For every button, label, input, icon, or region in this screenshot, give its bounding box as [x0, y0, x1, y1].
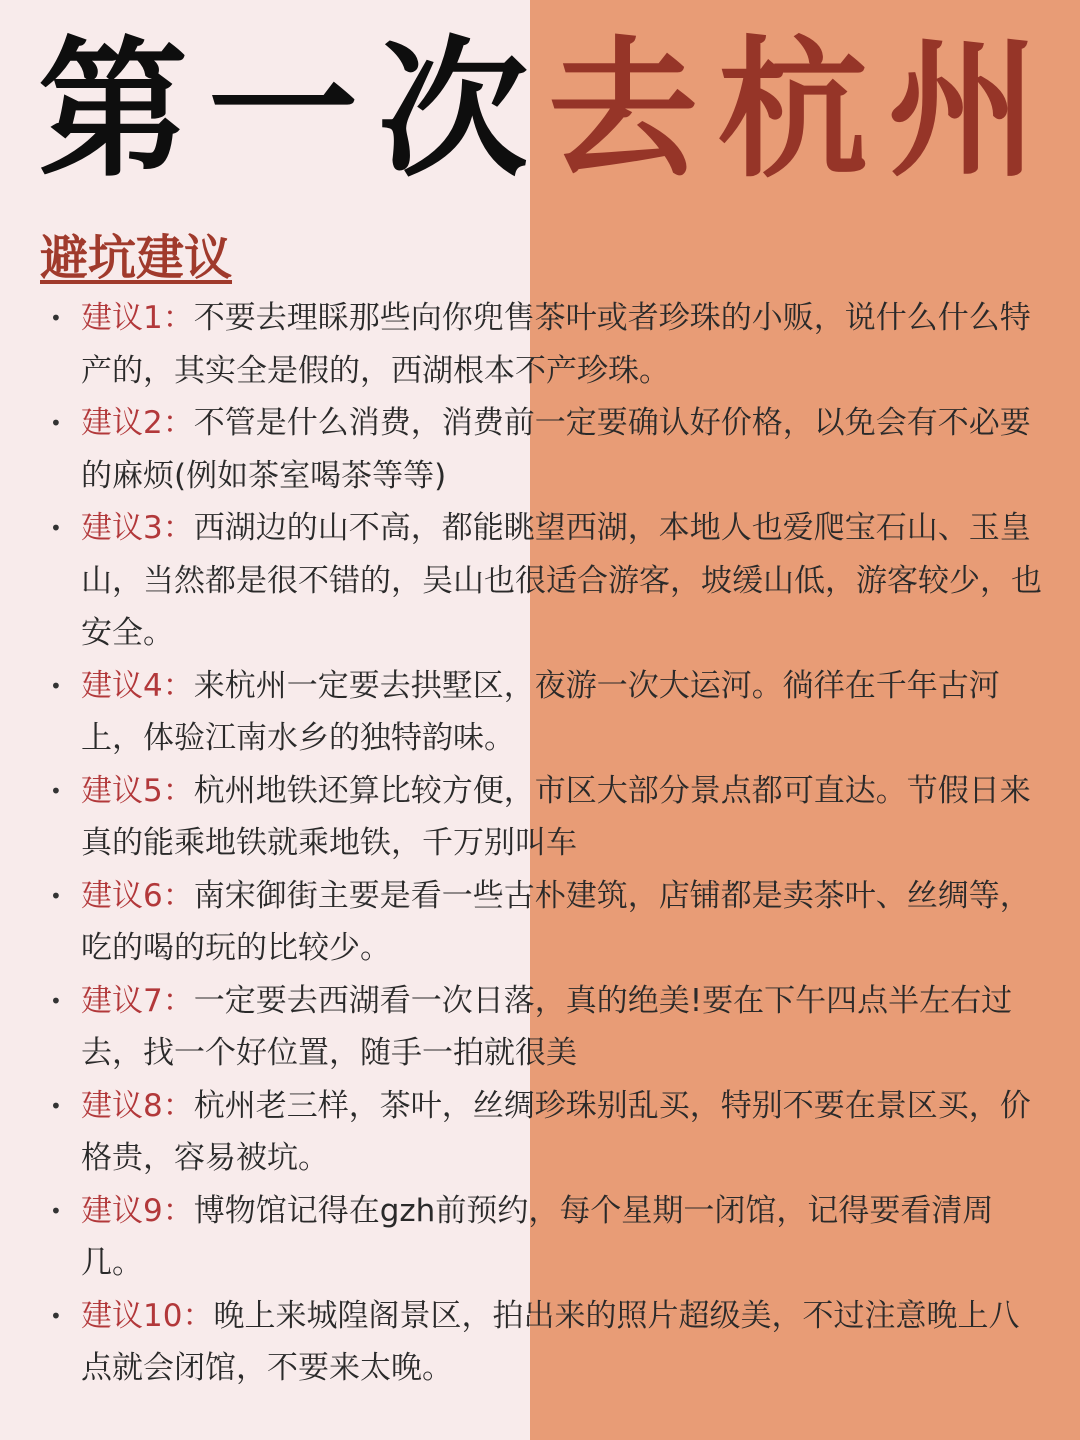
tip-label: 建议5： [81, 772, 194, 809]
tip-text: 来杭州一定要去拱墅区，夜游一次大运河。徜徉在千年古河上，体验江南水乡的独特韵味。 [81, 667, 1000, 756]
tip-text: 博物馆记得在gzh前预约，每个星期一闭馆，记得要看清周几。 [81, 1192, 994, 1281]
tip-label: 建议1： [81, 300, 194, 336]
tip-text: 一定要去西湖看一次日落，真的绝美!要在下午四点半左右过去，找一个好位置，随手一拍就很美 [81, 982, 1013, 1071]
title-char: 杭 [718, 24, 869, 198]
tip-label: 建议9： [81, 1192, 194, 1229]
title-char: 次 [378, 24, 529, 198]
bullet-icon: • [50, 1198, 62, 1223]
title-char: 去 [548, 24, 699, 198]
tip-item [50, 1080, 1050, 1185]
bullet-icon: • [50, 883, 62, 908]
tips-list [50, 292, 1050, 1395]
tip-text: 杭州地铁还算比较方便，市区大部分景点都可直达。节假日来真的能乘地铁就乘地铁，千万别叫车 [81, 772, 1031, 861]
tip-label: 建议8： [81, 1087, 194, 1124]
tip-label: 建议10： [81, 1297, 214, 1334]
page-title [38, 26, 1080, 196]
tip-item [50, 292, 1050, 397]
tip-label: 建议7： [81, 982, 194, 1019]
title-char: 一 [208, 24, 359, 198]
tip-item [50, 765, 1050, 870]
bullet-icon: • [50, 673, 62, 698]
tip-text: 晚上来城隍阁景区，拍出来的照片超级美，不过注意晚上八点就会闭馆，不要来太晚。 [81, 1297, 1020, 1386]
tip-text: 西湖边的山不高，都能眺望西湖，本地人也爱爬宝石山、玉皇山，当然都是很不错的，吴山也很适合游客，坡缓山低，游客较少，也安全。 [81, 510, 1042, 651]
bullet-icon: • [50, 411, 62, 435]
section-heading: 避坑建议 [40, 230, 233, 286]
tip-label: 建议4： [81, 667, 194, 704]
tip-text: 杭州老三样，茶叶，丝绸珍珠别乱买，特别不要在景区买，价格贵，容易被坑。 [81, 1087, 1031, 1176]
bullet-icon: • [50, 1093, 62, 1118]
tip-item [50, 975, 1050, 1080]
tip-text: 南宋御街主要是看一些古朴建筑，店铺都是卖茶叶、丝绸等，吃的喝的玩的比较少。 [81, 877, 1031, 966]
bullet-icon: • [50, 988, 62, 1013]
tip-item [50, 870, 1050, 975]
tip-item [50, 1290, 1050, 1395]
tip-label: 建议3： [81, 510, 194, 546]
tip-item [50, 1185, 1050, 1290]
title-char: 第 [38, 24, 189, 198]
tip-item [50, 502, 1050, 660]
bullet-icon: • [50, 306, 62, 330]
tip-item [50, 660, 1050, 765]
tip-text: 不要去理睬那些向你兜售茶叶或者珍珠的小贩，说什么什么特产的，其实全是假的，西湖根本不产珍珠。 [81, 300, 1031, 389]
title-char: 州 [888, 24, 1039, 198]
bullet-icon: • [50, 516, 62, 540]
tip-label: 建议6： [81, 877, 194, 914]
bullet-icon: • [50, 778, 62, 803]
bullet-icon: • [50, 1303, 62, 1328]
tip-label: 建议2： [81, 405, 194, 441]
tip-item [50, 397, 1050, 502]
tip-text: 不管是什么消费，消费前一定要确认好价格，以免会有不必要的麻烦(例如茶室喝茶等等) [81, 405, 1031, 494]
